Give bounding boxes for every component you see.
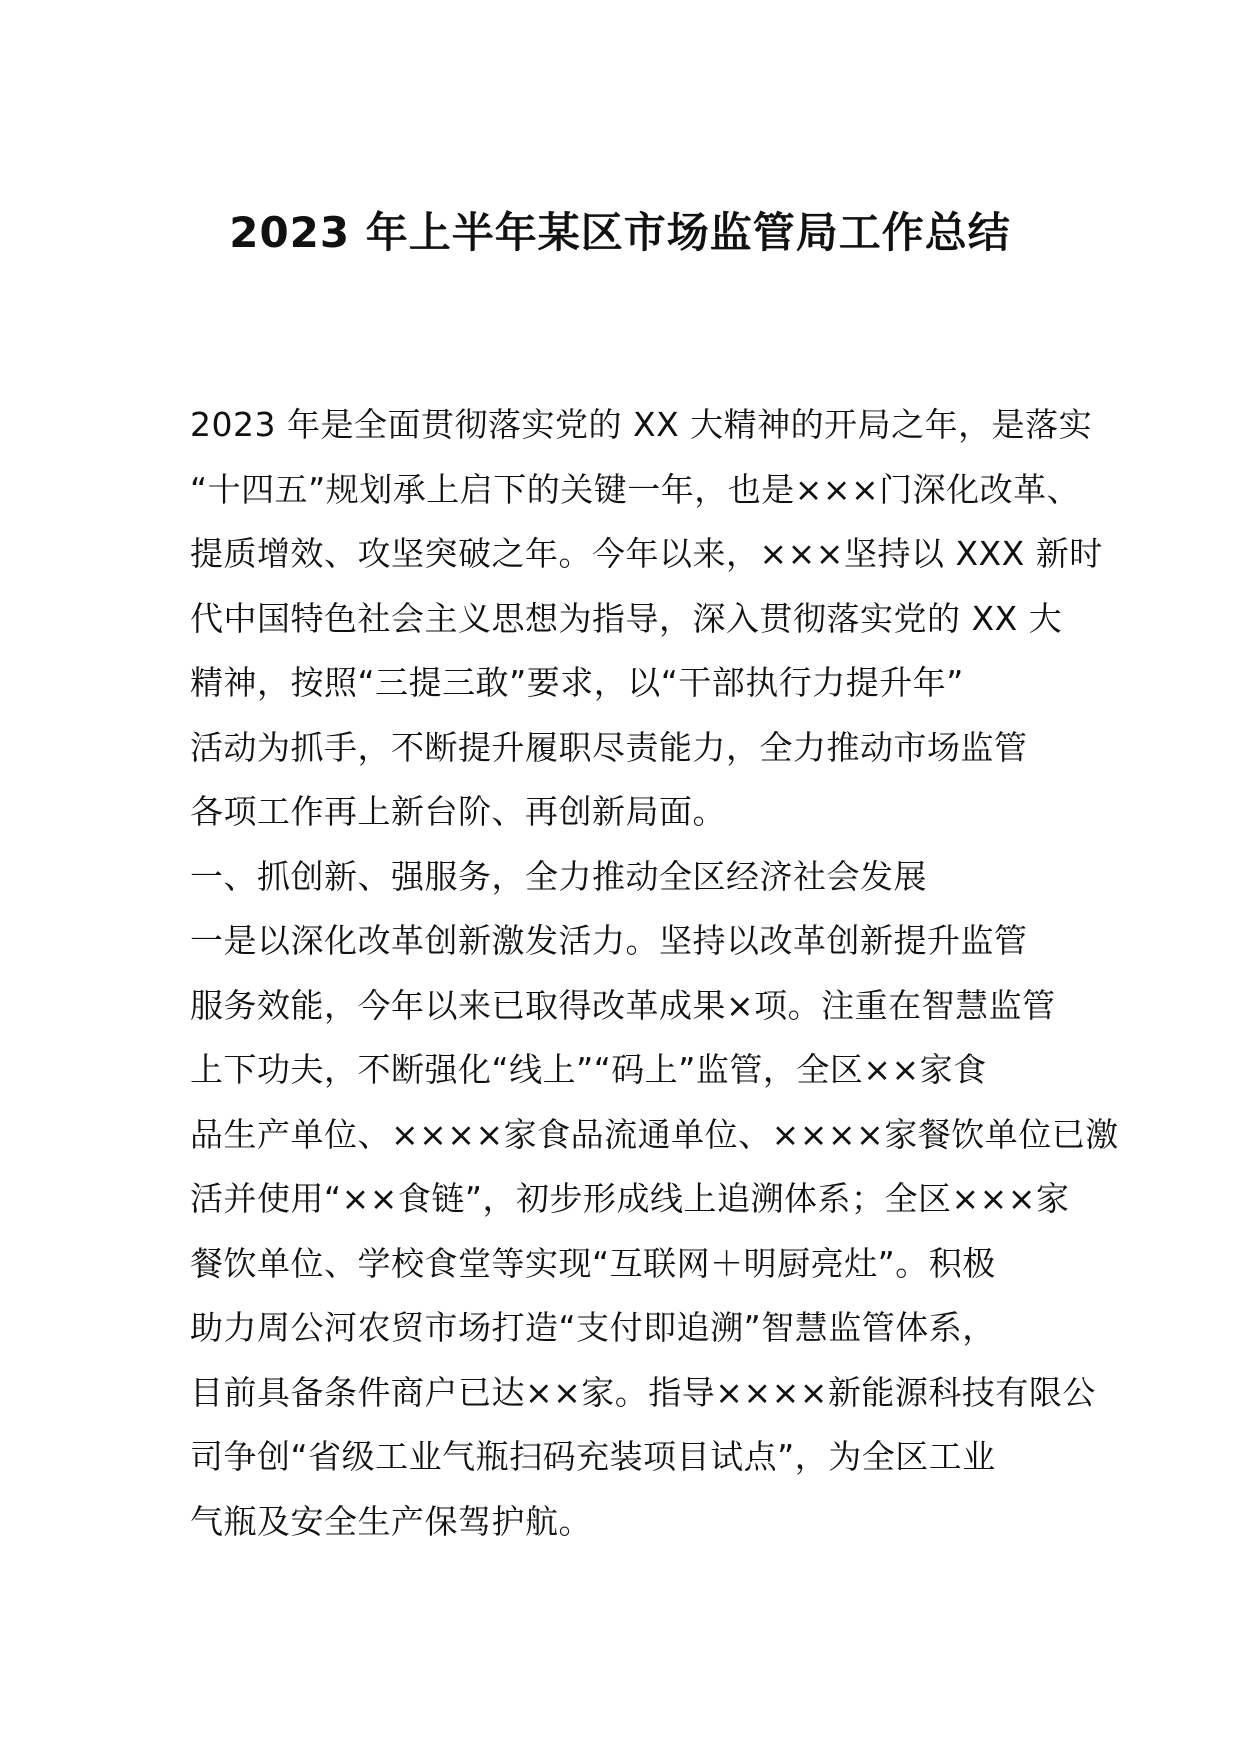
body-line: 各项工作再上新台阶、再创新局面。: [190, 792, 726, 831]
body-line: 助力周公河农贸市场打造“支付即追溯”智慧监管体系，: [190, 1308, 996, 1347]
body-line: 司争创“省级工业气瓶扫码充装项目试点”，为全区工业: [190, 1437, 996, 1476]
body-line: 活并使用“××食链”，初步形成线上追溯体系；全区×××家: [190, 1179, 1070, 1218]
body-line: 品生产单位、××××家食品流通单位、××××家餐饮单位已激: [190, 1114, 1119, 1154]
body-line: “十四五”规划承上启下的关键一年，也是×××门深化改革、: [190, 469, 1081, 509]
body-line: 精神，按照“三提三敢”要求，以“干部执行力提升年”: [190, 663, 964, 702]
body-line: 餐饮单位、学校食堂等实现“互联网＋明厨亮灶”。积极: [190, 1243, 996, 1283]
body-line: 活动为抓手，不断提升履职尽责能力，全力推动市场监管: [190, 727, 1028, 767]
body-line: 一是以深化改革创新激发活力。坚持以改革创新提升监管: [190, 921, 1028, 960]
body-line: 2023 年是全面贯彻落实党的 XX 大精神的开局之年，是落实: [190, 405, 1093, 444]
body-line: 提质增效、攻坚突破之年。今年以来，×××坚持以 XXX 新时: [190, 534, 1103, 573]
document-body: [190, 393, 1119, 1554]
document-title: 2023 年上半年某区市场监管局工作总结: [229, 208, 1011, 257]
body-line: 服务效能，今年以来已取得改革成果×项。注重在智慧监管: [190, 985, 1056, 1025]
body-line: 目前具备条件商户已达××家。指导××××新能源科技有限公: [190, 1372, 1096, 1412]
section-heading: 一、抓创新、强服务，全力推动全区经济社会发展: [190, 856, 927, 896]
body-line: 气瓶及安全生产保驾护航。: [190, 1501, 592, 1541]
body-line: 上下功夫，不断强化“线上”“码上”监管，全区××家食: [190, 1050, 987, 1089]
body-line: 代中国特色社会主义思想为指导，深入贯彻落实党的 XX 大: [190, 598, 1063, 638]
